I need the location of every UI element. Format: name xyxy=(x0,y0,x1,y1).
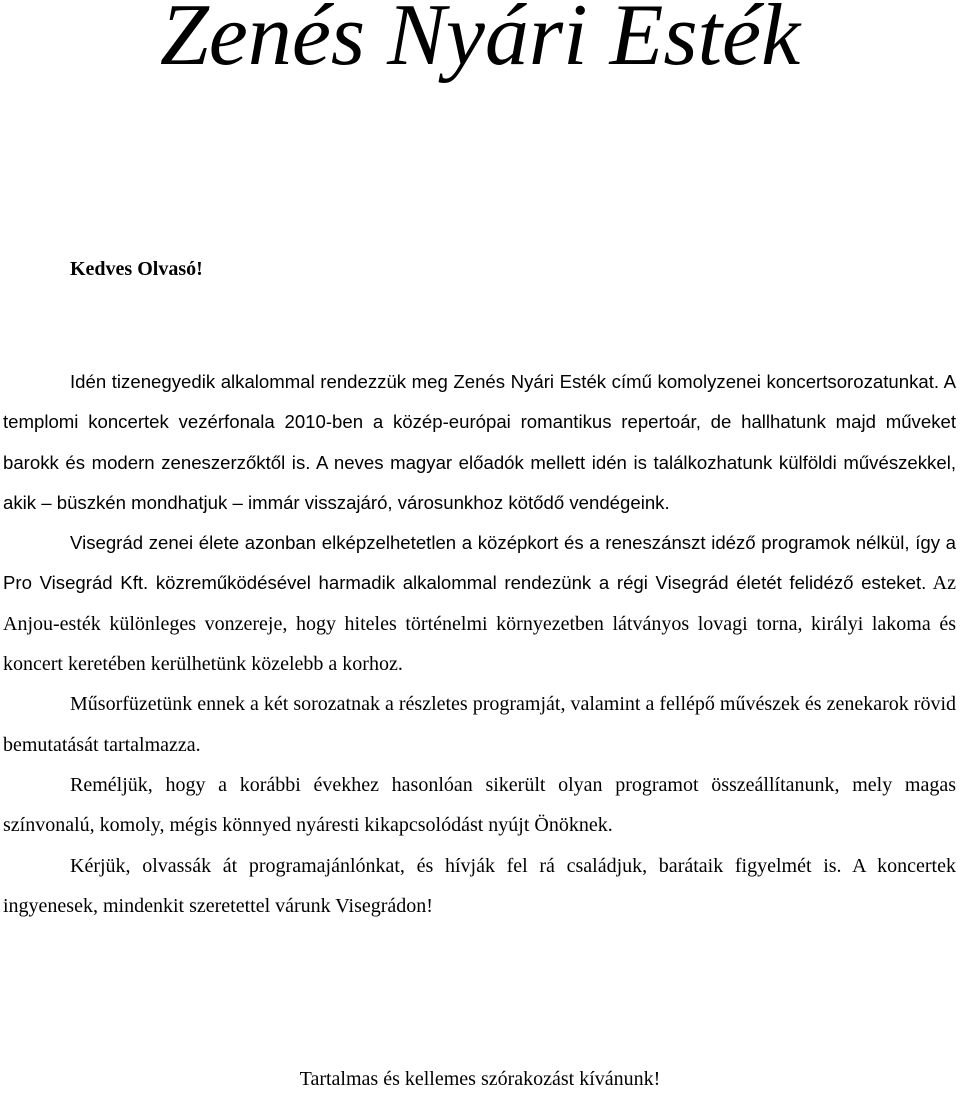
paragraph-visegrad xyxy=(3,523,956,684)
paragraph-text: Műsorfüzetünk ennek a két sorozatnak a részletes programját, valamint a fellépő művészek és zenekarok rövid bemutatását tartalmazza. xyxy=(3,693,956,756)
paragraph-text: Kérjük, olvassák át programajánlónkat, és hívják fel rá családjuk, barátaik figyelmét is. A koncertek ingyenesek, mindenkit szeretettel várunk Visegrádon! xyxy=(3,854,956,917)
paragraph-hope xyxy=(3,765,956,846)
paragraph-invitation xyxy=(3,846,956,927)
paragraph-text: Visegrád zenei élete azonban elképzelhetetlen a középkort és a reneszánszt idéző programok nélkül, így a Pro Visegrád Kft. közreműködésével harmadik alkalommal rendezünk a régi Visegrád életét felidéző esteket. xyxy=(3,532,956,594)
document-title: Zenés Nyári Esték xyxy=(159,0,801,84)
paragraph-intro xyxy=(3,362,956,523)
paragraph-text: Az Anjou-esték különleges vonzereje, hogy hiteles történelmi környezetben látványos lovagi torna, királyi lakoma és koncert keretében kerülhetünk közelebb a korhoz. xyxy=(3,572,956,676)
greeting: Kedves Olvasó! xyxy=(70,258,203,280)
paragraph-text: Idén tizenegyedik alkalommal rendezzük meg Zenés Nyári Esték című komolyzenei koncertsorozatunkat. A templomi koncertek vezérfonala 2010-ben a közép-európai romantikus repertoár, de hallhatunk majd műveket barokk és modern zeneszerzőktől is. A neves magyar előadók mellett idén is találkozhatunk külföldi művészekkel, akik – büszkén mondhatjuk – immár visszajáró, városunkhoz kötődő vendégeink. xyxy=(3,371,956,513)
paragraph-text: Reméljük, hogy a korábbi évekhez hasonlóan sikerült olyan programot összeállítanunk, mely magas színvonalú, komoly, mégis könnyed nyáresti kikapcsolódást nyújt Önöknek. xyxy=(3,773,956,837)
paragraph-booklet xyxy=(3,684,956,765)
closing-line: Tartalmas és kellemes szórakozást kívánunk! xyxy=(299,1068,661,1090)
letter-body xyxy=(3,362,956,926)
